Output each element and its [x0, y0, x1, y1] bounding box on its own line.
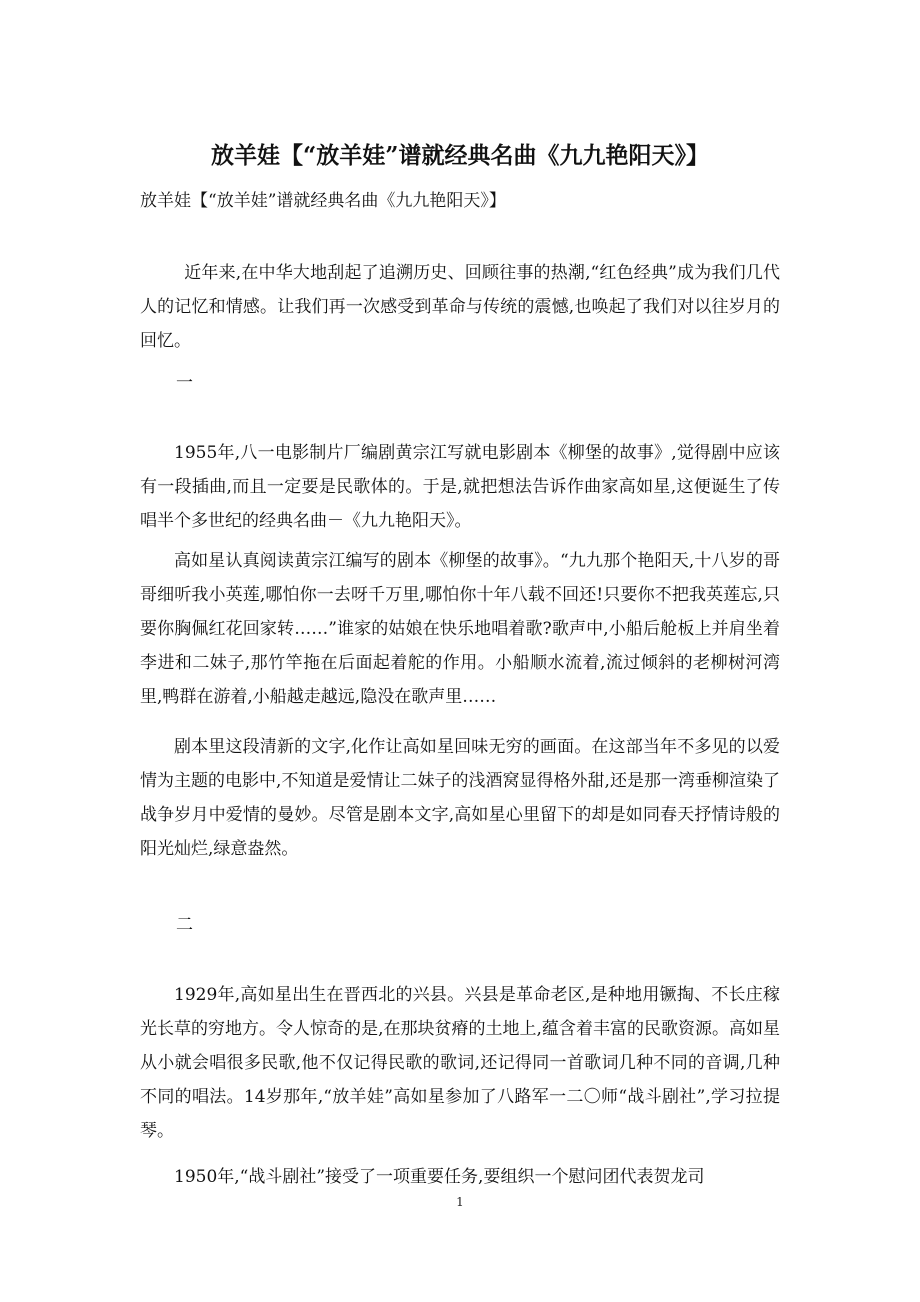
paragraph-1950: 1950年,“战斗剧社”接受了一项重要任务,要组织一个慰问团代表贺龙司: [174, 1167, 705, 1187]
paragraph-script-reading: 高如星认真阅读黄宗江编写的剧本《柳堡的故事》。“九九那个艳阳天,十八岁的哥哥细听我小英莲,哪怕你一去呀千万里,哪怕你十年八载不回还!只要你不把我英莲忘,只要你胸佩红花回家转……”谁家的姑娘在快乐地唱着歌?歌声中,小船后舱板上并肩坐着李进和二妹子,那竹竿拖在后面起着舵的作用。小船顺水流着,流过倾斜的老柳树河湾里,鸭群在游着,小船越走越远,隐没在歌声里……: [140, 551, 780, 707]
document-title: 放羊娃【“放羊娃”谱就经典名曲《九九艳阳天》】: [211, 142, 709, 169]
page-number: 1: [456, 1195, 464, 1209]
paragraph-1929: 1929年,高如星出生在晋西北的兴县。兴县是革命老区,是种地用镢掏、不长庄稼光长草的穷地方。令人惊奇的是,在那块贫瘠的土地上,蕴含着丰富的民歌资源。高如星从小就会唱很多民歌,他不仅记得民歌的歌词,还记得同一首歌词几种不同的音调,几种不同的唱法。14岁那年,“放羊娃”高如星参加了八路军一二〇师“战斗剧社”,学习拉提琴。: [140, 985, 780, 1141]
paragraph-intro: 近年来,在中华大地刮起了追溯历史、回顾往事的热潮,“红色经典”成为我们几代人的记忆和情感。让我们再一次感受到革命与传统的震憾,也唤起了我们对以往岁月的回忆。: [140, 263, 780, 351]
document-subtitle: 放羊娃【“放羊娃”谱就经典名曲《九九艳阳天》】: [140, 191, 506, 211]
paragraph-1955: 1955年,八一电影制片厂编剧黄宗江写就电影剧本《柳堡的故事》,觉得剧中应该有一段插曲,而且一定要是民歌体的。于是,就把想法告诉作曲家高如星,这便诞生了传唱半个多世纪的经典名曲－《九九艳阳天》。: [140, 443, 780, 531]
section-mark-two: 二: [176, 915, 193, 935]
section-mark-one: 一: [176, 373, 193, 393]
paragraph-script-imagery: 剧本里这段清新的文字,化作让高如星回味无穷的画面。在这部当年不多见的以爱情为主题的电影中,不知道是爱情让二妹子的浅酒窝显得格外甜,还是那一湾垂柳渲染了战争岁月中爱情的曼妙。尽管是剧本文字,高如星心里留下的却是如同春天抒情诗般的阳光灿烂,绿意盎然。: [140, 737, 780, 859]
